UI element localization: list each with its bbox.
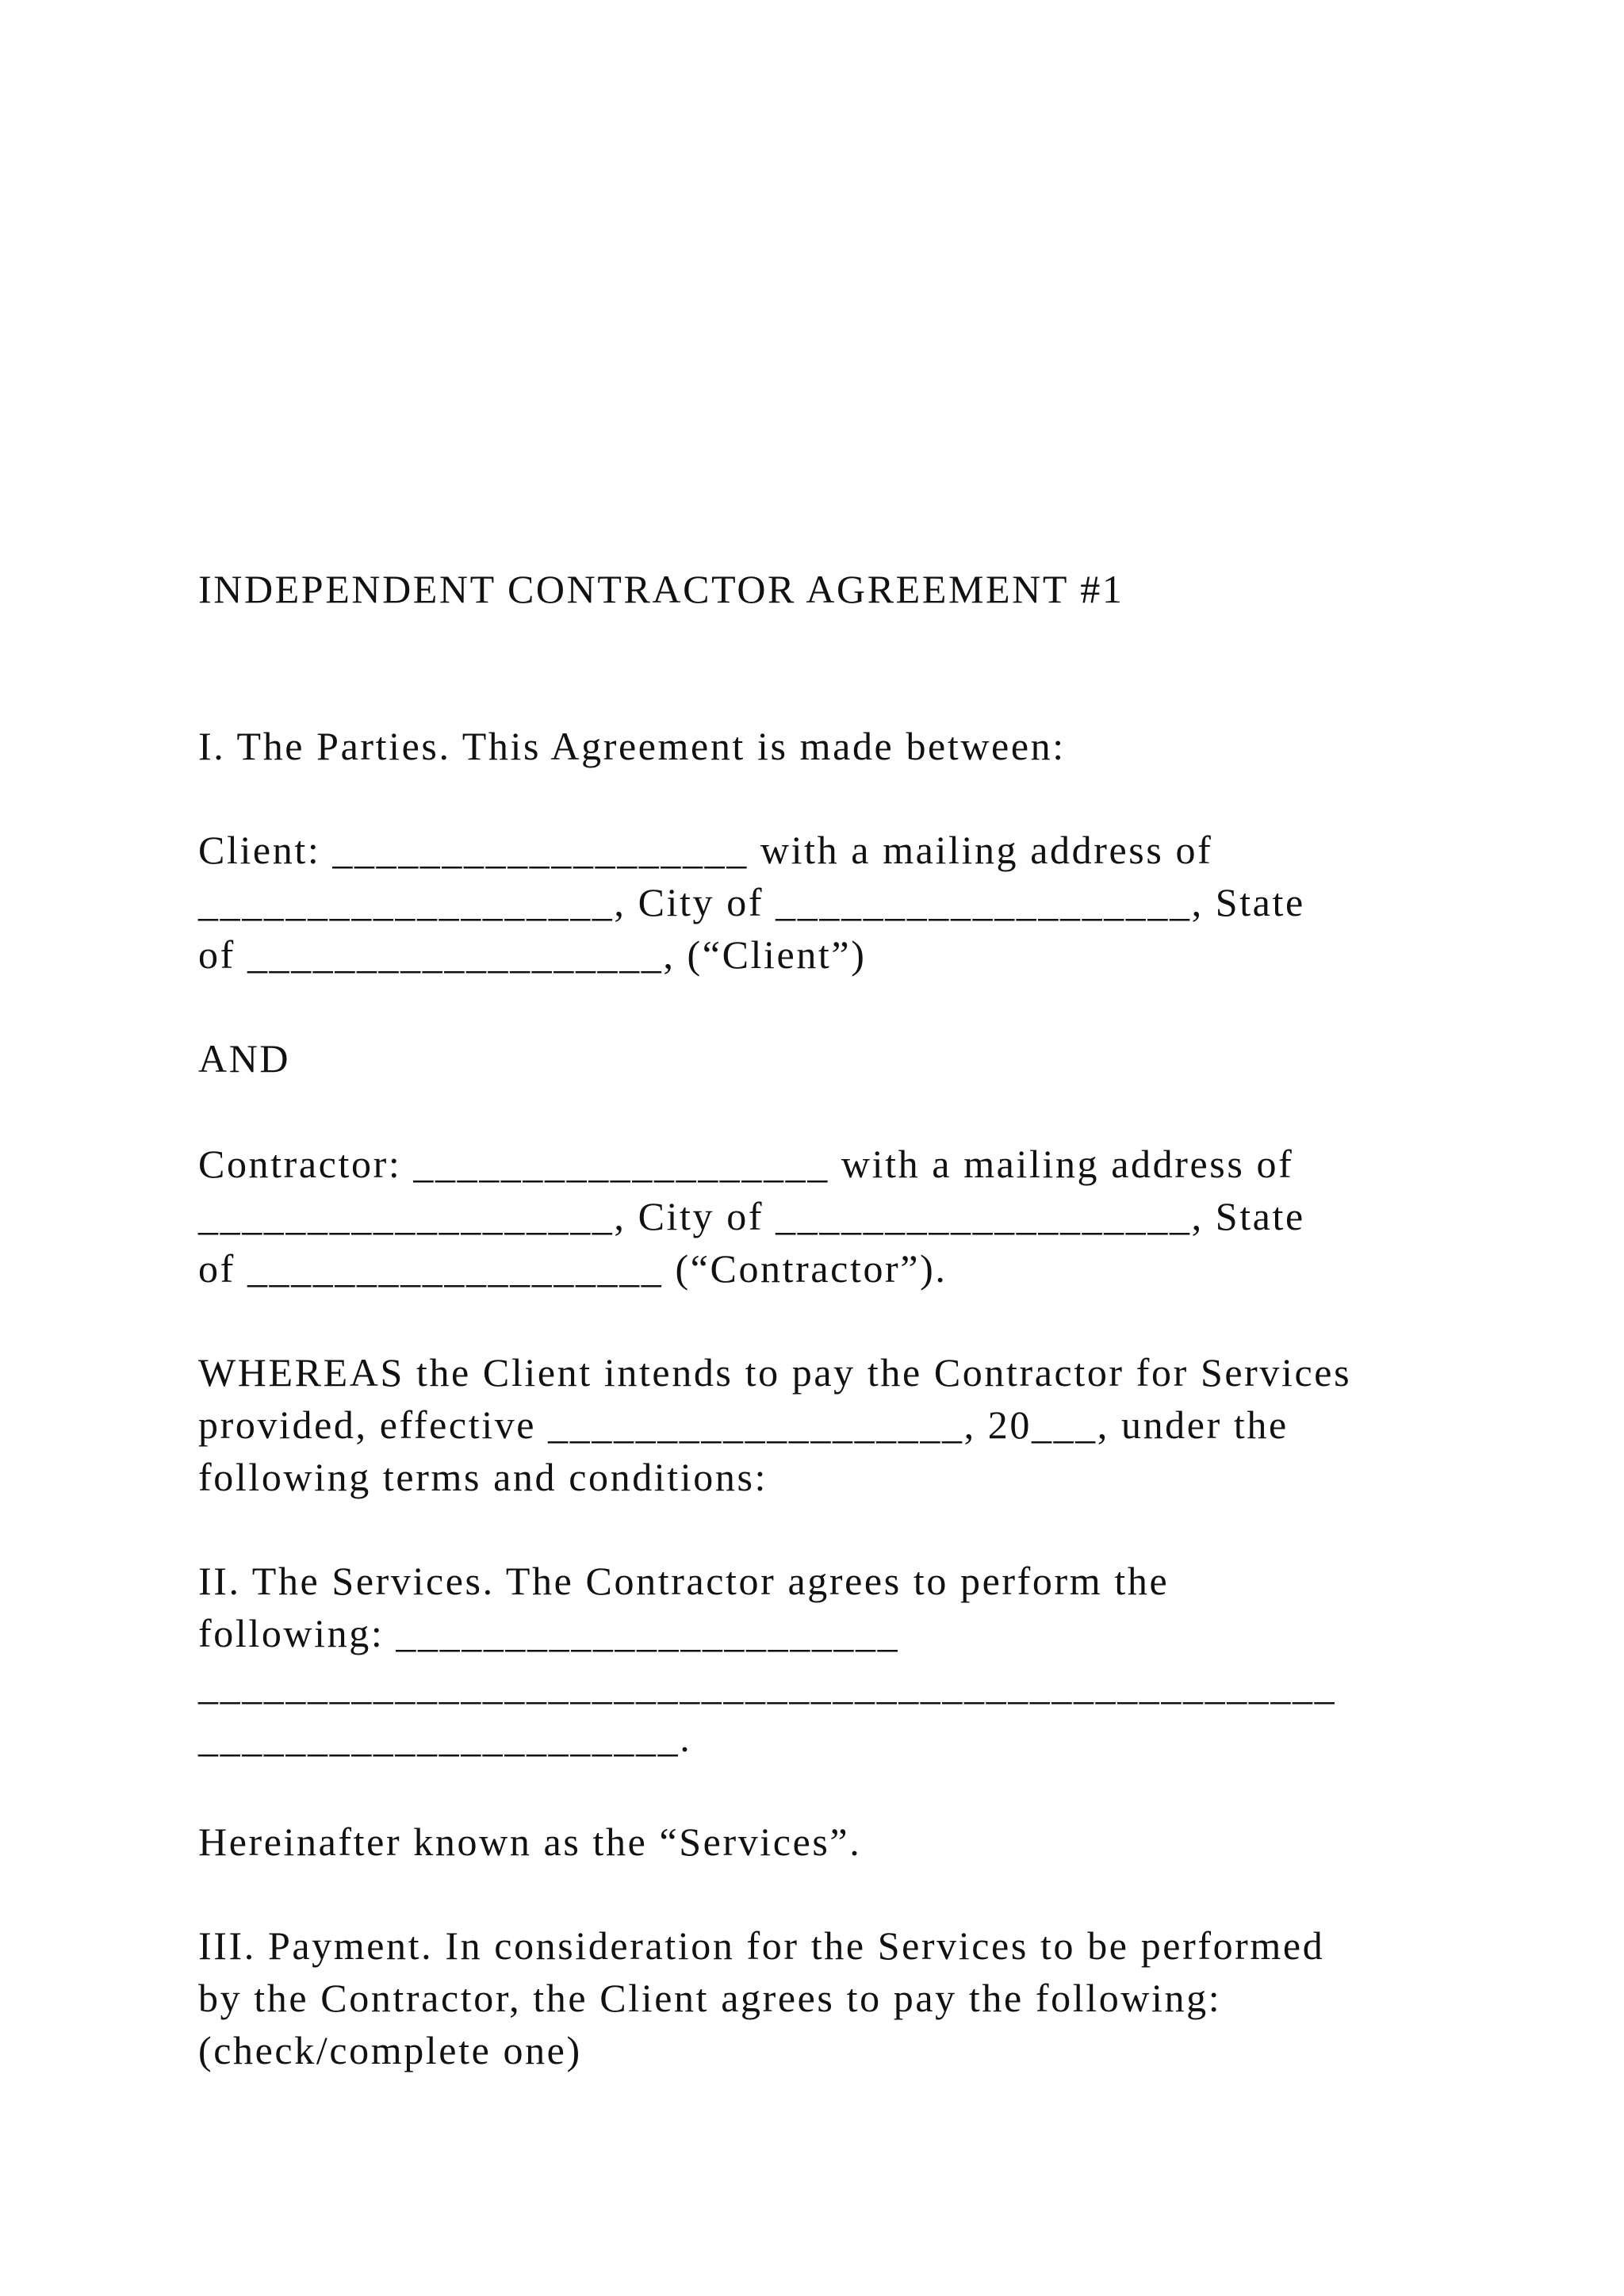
- contractor-line-2: ___________________, City of ___________________, State: [198, 1194, 1305, 1238]
- parties-heading: I. The Parties. This Agreement is made between:: [198, 724, 1066, 768]
- services-line-4: ______________________.: [198, 1716, 692, 1760]
- services-known-as: Hereinafter known as the “Services”.: [198, 1820, 862, 1864]
- services-line-3: ____________________________________________________: [198, 1663, 1337, 1708]
- whereas-line-2: provided, effective ___________________, 20___, under the: [198, 1402, 1289, 1447]
- client-line-1: Client: ___________________ with a mailing address of: [198, 828, 1213, 872]
- and-label: AND: [198, 1036, 291, 1081]
- contractor-line-3: of ___________________ (“Contractor”).: [198, 1246, 948, 1291]
- payment-line-2: by the Contractor, the Client agrees to pay the following:: [198, 1976, 1222, 2020]
- services-line-1: II. The Services. The Contractor agrees to perform the: [198, 1559, 1170, 1603]
- client-line-3: of ___________________, (“Client”): [198, 932, 867, 977]
- whereas-line-3: following terms and conditions:: [198, 1455, 768, 1499]
- payment-line-1: III. Payment. In consideration for the Services to be performed: [198, 1923, 1325, 1968]
- document-title: INDEPENDENT CONTRACTOR AGREEMENT #1: [198, 567, 1124, 611]
- services-line-2: following: _______________________: [198, 1611, 900, 1655]
- contractor-line-1: Contractor: ___________________ with a mailing address of: [198, 1142, 1294, 1186]
- whereas-line-1: WHEREAS the Client intends to pay the Contractor for Services: [198, 1350, 1352, 1395]
- client-line-2: ___________________, City of ___________________, State: [198, 880, 1305, 924]
- payment-line-3: (check/complete one): [198, 2028, 582, 2072]
- document-body: [198, 0, 1451, 2072]
